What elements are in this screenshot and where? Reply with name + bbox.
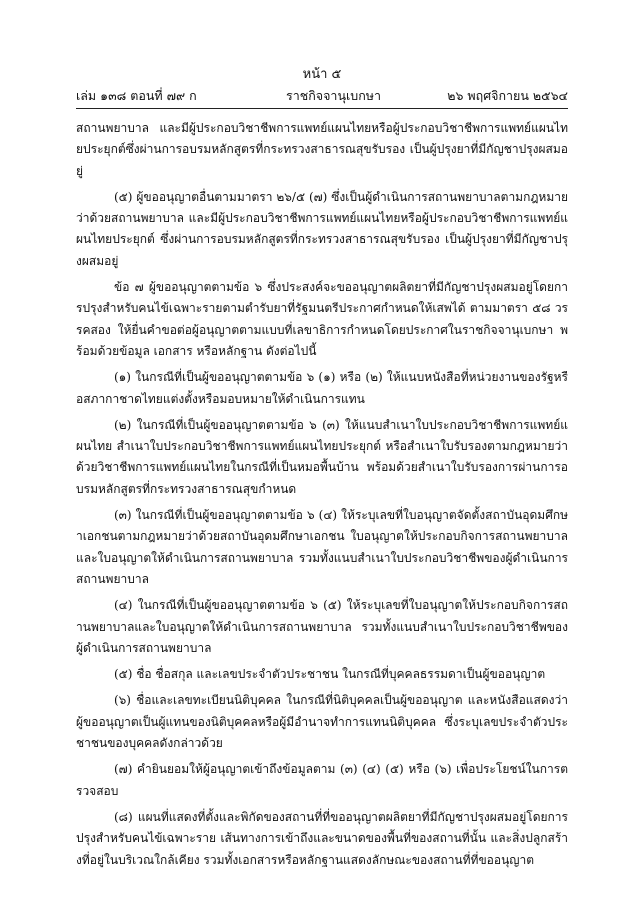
paragraph-continued: สถานพยาบาล และมีผู้ประกอบวิชาชีพการแพทย์แผนไทยหรือผู้ประกอบวิชาชีพการแพทย์แผนไทยประยุกต์ซึ่งผ่านการอบรมหลักสูตรที่กระทรวงสาธารณสุขรับรอง เป็นผู้ปรุงยาที่มีกัญชาปรุงผสมอยู่ xyxy=(76,121,568,178)
paragraph-sub-5: (๕) ชื่อ ชื่อสกุล และเลขประจำตัวประชาชน ในกรณีที่บุคคลธรรมดาเป็นผู้ขออนุญาต xyxy=(114,667,546,682)
paragraph-sub-3: (๓) ในกรณีที่เป็นผู้ขออนุญาตตามข้อ ๖ (๔) ให้ระบุเลขที่ใบอนุญาตจัดตั้งสถาบันอุดมศึกษาเอกชนตามกฎหมายว่าด้วยสถาบันอุดมศึกษาเอกชน ใบอนุญาตให้ประกอบกิจการสถานพยาบาลและใบอนุญาตให้ดำเนินการสถานพยาบาล รวมทั้งแนบสำเนาใบประกอบวิชาชีพของผู้ดำเนินการสถานพยาบาล xyxy=(76,508,568,586)
publication-date: ๒๖ พฤศจิกายน ๒๕๖๔ xyxy=(447,88,568,103)
header-rule xyxy=(76,108,568,109)
paragraph-sub-2: (๒) ในกรณีที่เป็นผู้ขออนุญาตตามข้อ ๖ (๓) ให้แนบสำเนาใบประกอบวิชาชีพการแพทย์แผนไทย สำเนาใบประกอบวิชาชีพการแพทย์แผนไทยประยุกต์ หรือสำเนาใบรับรองตามกฎหมายว่าด้วยวิชาชีพการแพทย์แผนไทยในกรณีที่เป็นหมอพื้นบ้าน พร้อมด้วยสำเนาใบรับรองการผ่านการอบรมหลักสูตรที่กระทรวงสาธารณสุขกำหนด xyxy=(76,417,568,496)
gazette-header xyxy=(76,86,568,104)
paragraph-sub-8: (๘) แผนที่แสดงที่ตั้งและพิกัดของสถานที่ที่ขออนุญาตผลิตยาที่มีกัญชาปรุงผสมอยู่โดยการปรุงสำหรับคนไข้เฉพาะราย เส้นทางการเข้าถึงและขนาดของพื้นที่ของสถานที่นั้น และสิ่งปลูกสร้างที่อยู่ในบริเวณใกล้เคียง รวมทั้งเอกสารหรือหลักฐานแสดงลักษณะของสถานที่ที่ขออนุญาต xyxy=(76,809,568,867)
paragraph-sub-1: (๑) ในกรณีที่เป็นผู้ขออนุญาตตามข้อ ๖ (๑) หรือ (๒) ให้แนบหนังสือที่หน่วยงานของรัฐหรือสภากาชาดไทยแต่งตั้งหรือมอบหมายให้ดำเนินการแทน xyxy=(76,370,568,406)
paragraph-sub-4: (๔) ในกรณีที่เป็นผู้ขออนุญาตตามข้อ ๖ (๕) ให้ระบุเลขที่ใบอนุญาตให้ประกอบกิจการสถานพยาบาลและใบอนุญาตให้ดำเนินการสถานพยาบาล รวมทั้งแนบสำเนาใบประกอบวิชาชีพของผู้ดำเนินการสถานพยาบาล xyxy=(76,598,568,655)
paragraph-sub-6: (๖) ชื่อและเลขทะเบียนนิติบุคคล ในกรณีที่นิติบุคคลเป็นผู้ขออนุญาต และหนังสือแสดงว่าผู้ขออนุญาตเป็นผู้แทนของนิติบุคคลหรือผู้มีอำนาจทำการแทนนิติบุคคล ซึ่งระบุเลขประจำตัวประชาชนของบุคคลดังกล่าวด้วย xyxy=(76,693,568,751)
volume-issue: เล่ม ๑๓๘ ตอนที่ ๗๙ ก xyxy=(76,88,197,103)
paragraph-clause-7: ข้อ ๗ ผู้ขออนุญาตตามข้อ ๖ ซึ่งประสงค์จะขออนุญาตผลิตยาที่มีกัญชาปรุงผสมอยู่โดยการปรุงสำหรับคนไข้เฉพาะรายตามตำรับยาที่รัฐมนตรีประกาศกำหนดให้เสพได้ ตามมาตรา ๕๘ วรรคสอง ให้ยื่นคำขอต่อผู้อนุญาตตามแบบที่เลขาธิการกำหนดโดยประกาศในราชกิจจานุเบกษา พร้อมด้วยข้อมูล เอกสาร หรือหลักฐาน ดังต่อไปนี้ xyxy=(76,280,568,358)
paragraph-sub-7: (๗) คำยินยอมให้ผู้อนุญาตเข้าถึงข้อมูลตาม (๓) (๔) (๕) หรือ (๖) เพื่อประโยชน์ในการตรวจสอบ xyxy=(76,762,568,798)
document-body xyxy=(76,118,568,876)
gazette-title: ราชกิจจานุเบกษา xyxy=(286,88,382,103)
page-number: หน้า ๕ xyxy=(302,67,342,82)
paragraph-item-5: (๕) ผู้ขออนุญาตอื่นตามมาตรา ๒๖/๕ (๗) ซึ่งเป็นผู้ดำเนินการสถานพยาบาลตามกฎหมายว่าด้วยสถานพยาบาล และมีผู้ประกอบวิชาชีพการแพทย์แผนไทยหรือผู้ประกอบวิชาชีพการแพทย์แผนไทยประยุกต์ ซึ่งผ่านการอบรมหลักสูตรที่กระทรวงสาธารณสุขรับรอง เป็นผู้ปรุงยาที่มีกัญชาปรุงผสมอยู่ xyxy=(76,189,568,268)
